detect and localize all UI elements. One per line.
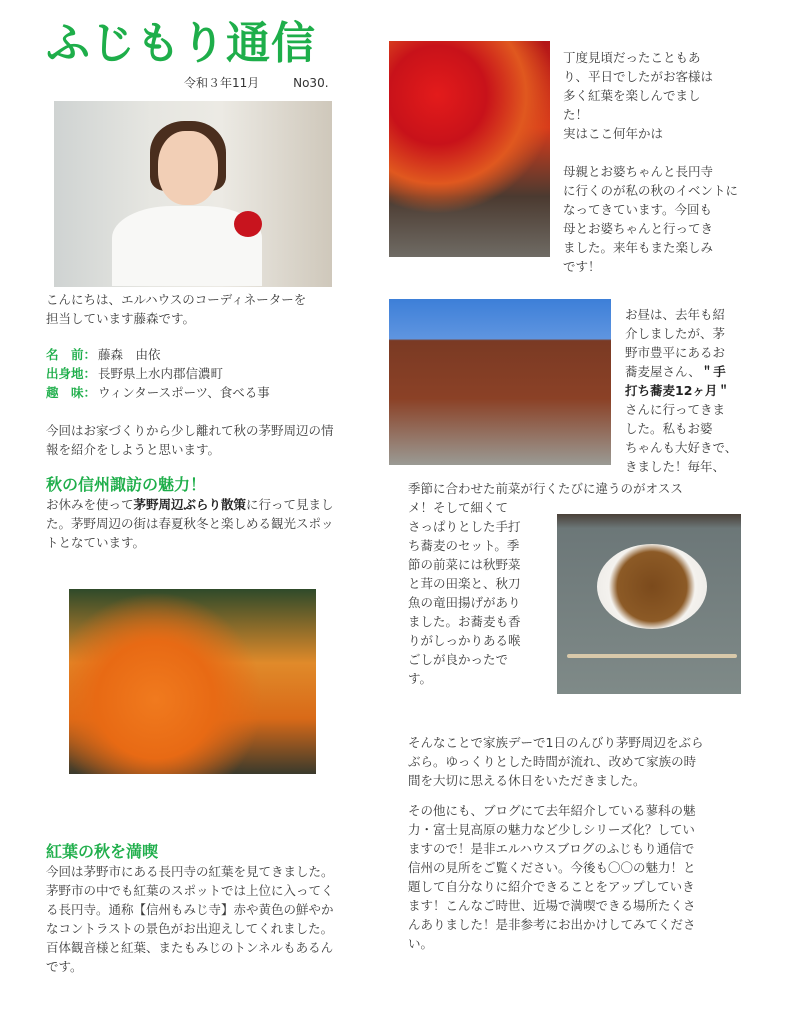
profile-list bbox=[46, 345, 366, 402]
soba-shop-text: お昼は、去年も紹 介しましたが、茅 野市豊平にあるお 蕎麦屋さん、＂手 打ち蕎麦12ヶ月＂ さんに行ってきま した。私もお婆 ちゃんも大好きで、 きました！毎年、 bbox=[625, 307, 738, 474]
soba-shop-photo bbox=[389, 299, 611, 465]
issue-number: No30. bbox=[293, 76, 329, 90]
profile-name: 名 前： 藤森 由依 bbox=[46, 347, 161, 362]
newsletter-title: ふじもり通信 bbox=[46, 18, 316, 69]
intro-lead: 今回はお家づくりから少し離れて秋の茅野周辺の情 報を紹介をしようと思います。 bbox=[46, 423, 334, 457]
section-heading-autumn: 紅葉の秋を満喫 bbox=[46, 842, 159, 861]
profile-hometown: 出身地： 長野県上水内郡信濃町 bbox=[46, 366, 224, 381]
bowl-shape bbox=[597, 544, 707, 629]
blog-series-text: その他にも、ブログにて去年紹介している蓼科の魅 力・富士見高原の魅力など少しシリーズ化？してい ますので！是非エルハウスブログのふじもり通信で 信州の見所をご覧ください。今後も〇〇の魅力！と 題して自分なりに紹介できることをアップしていき ます！こんなご時世、近場で満喫できる場所たくさ んありました！是非参考にお出かけしてみてくださ い。 bbox=[408, 803, 696, 951]
soba-bowl-photo bbox=[557, 514, 741, 694]
apple-icon bbox=[234, 211, 262, 237]
section-heading-suwa: 秋の信州諏訪の魅力！ bbox=[46, 475, 207, 494]
section-body-suwa: お休みを使って茅野周辺ぶらり散策に行って見まし た。茅野周辺の街は春夏秋冬と楽しめる観光スポッ トとなています。 bbox=[46, 497, 334, 550]
family-day-text: そんなことで家族デーで1日のんびり茅野周辺をぶら ぶら。ゆっくりとした時間が流れ、改めて家族の時 間を大切に思える休日をいただきました。 bbox=[408, 735, 704, 788]
chopsticks-shape bbox=[567, 654, 737, 658]
temple-visit-text: 丁度見頃だったこともあ り、平日でしたがお客様は 多く紅葉を楽しんでまし た！ 実はここ何年かは 母親とお婆ちゃんと長円寺 に行くのが私の秋のイベントに なってきています。今回も 母とお婆ちゃんと行ってき ました。来年もまた楽しみ です！ bbox=[563, 50, 739, 274]
section-body-autumn: 今回は茅野市にある長円寺の紅葉を見てきました。 茅野市の中でも紅葉のスポットでは上位に入ってく る長円寺。通称【信州もみじ寺】赤や黄色の鮮やか なコントラストの景色がお出迎えしてくれました。 百体観音様と紅葉、またもみじのトンネルもあるん です。 bbox=[46, 864, 334, 974]
profile-hobby: 趣 味： ウィンタースポーツ、食べる事 bbox=[46, 385, 270, 400]
soba-recommend-line: 季節に合わせた前菜が行くたびに違うのがオスス bbox=[408, 481, 683, 496]
face-shape bbox=[158, 131, 218, 205]
temple-foliage-photo bbox=[389, 41, 550, 257]
soba-description: メ！そして細くて さっぱりとした手打 ち蕎麦のセット。季 節の前菜には秋野菜 と茸の田楽と、秋刀 魚の竜田揚げがあり ました。お蕎麦も香 りがしっかりある喉 ごしが良かったで す。 bbox=[408, 500, 521, 686]
issue-info bbox=[184, 74, 359, 91]
issue-date: 令和３年11月 bbox=[184, 76, 260, 90]
portrait-photo bbox=[54, 101, 332, 287]
maple-leaves-photo bbox=[69, 589, 316, 774]
intro-greeting: こんにちは、エルハウスのコーディネーターを 担当しています藤森です。 bbox=[46, 292, 307, 326]
